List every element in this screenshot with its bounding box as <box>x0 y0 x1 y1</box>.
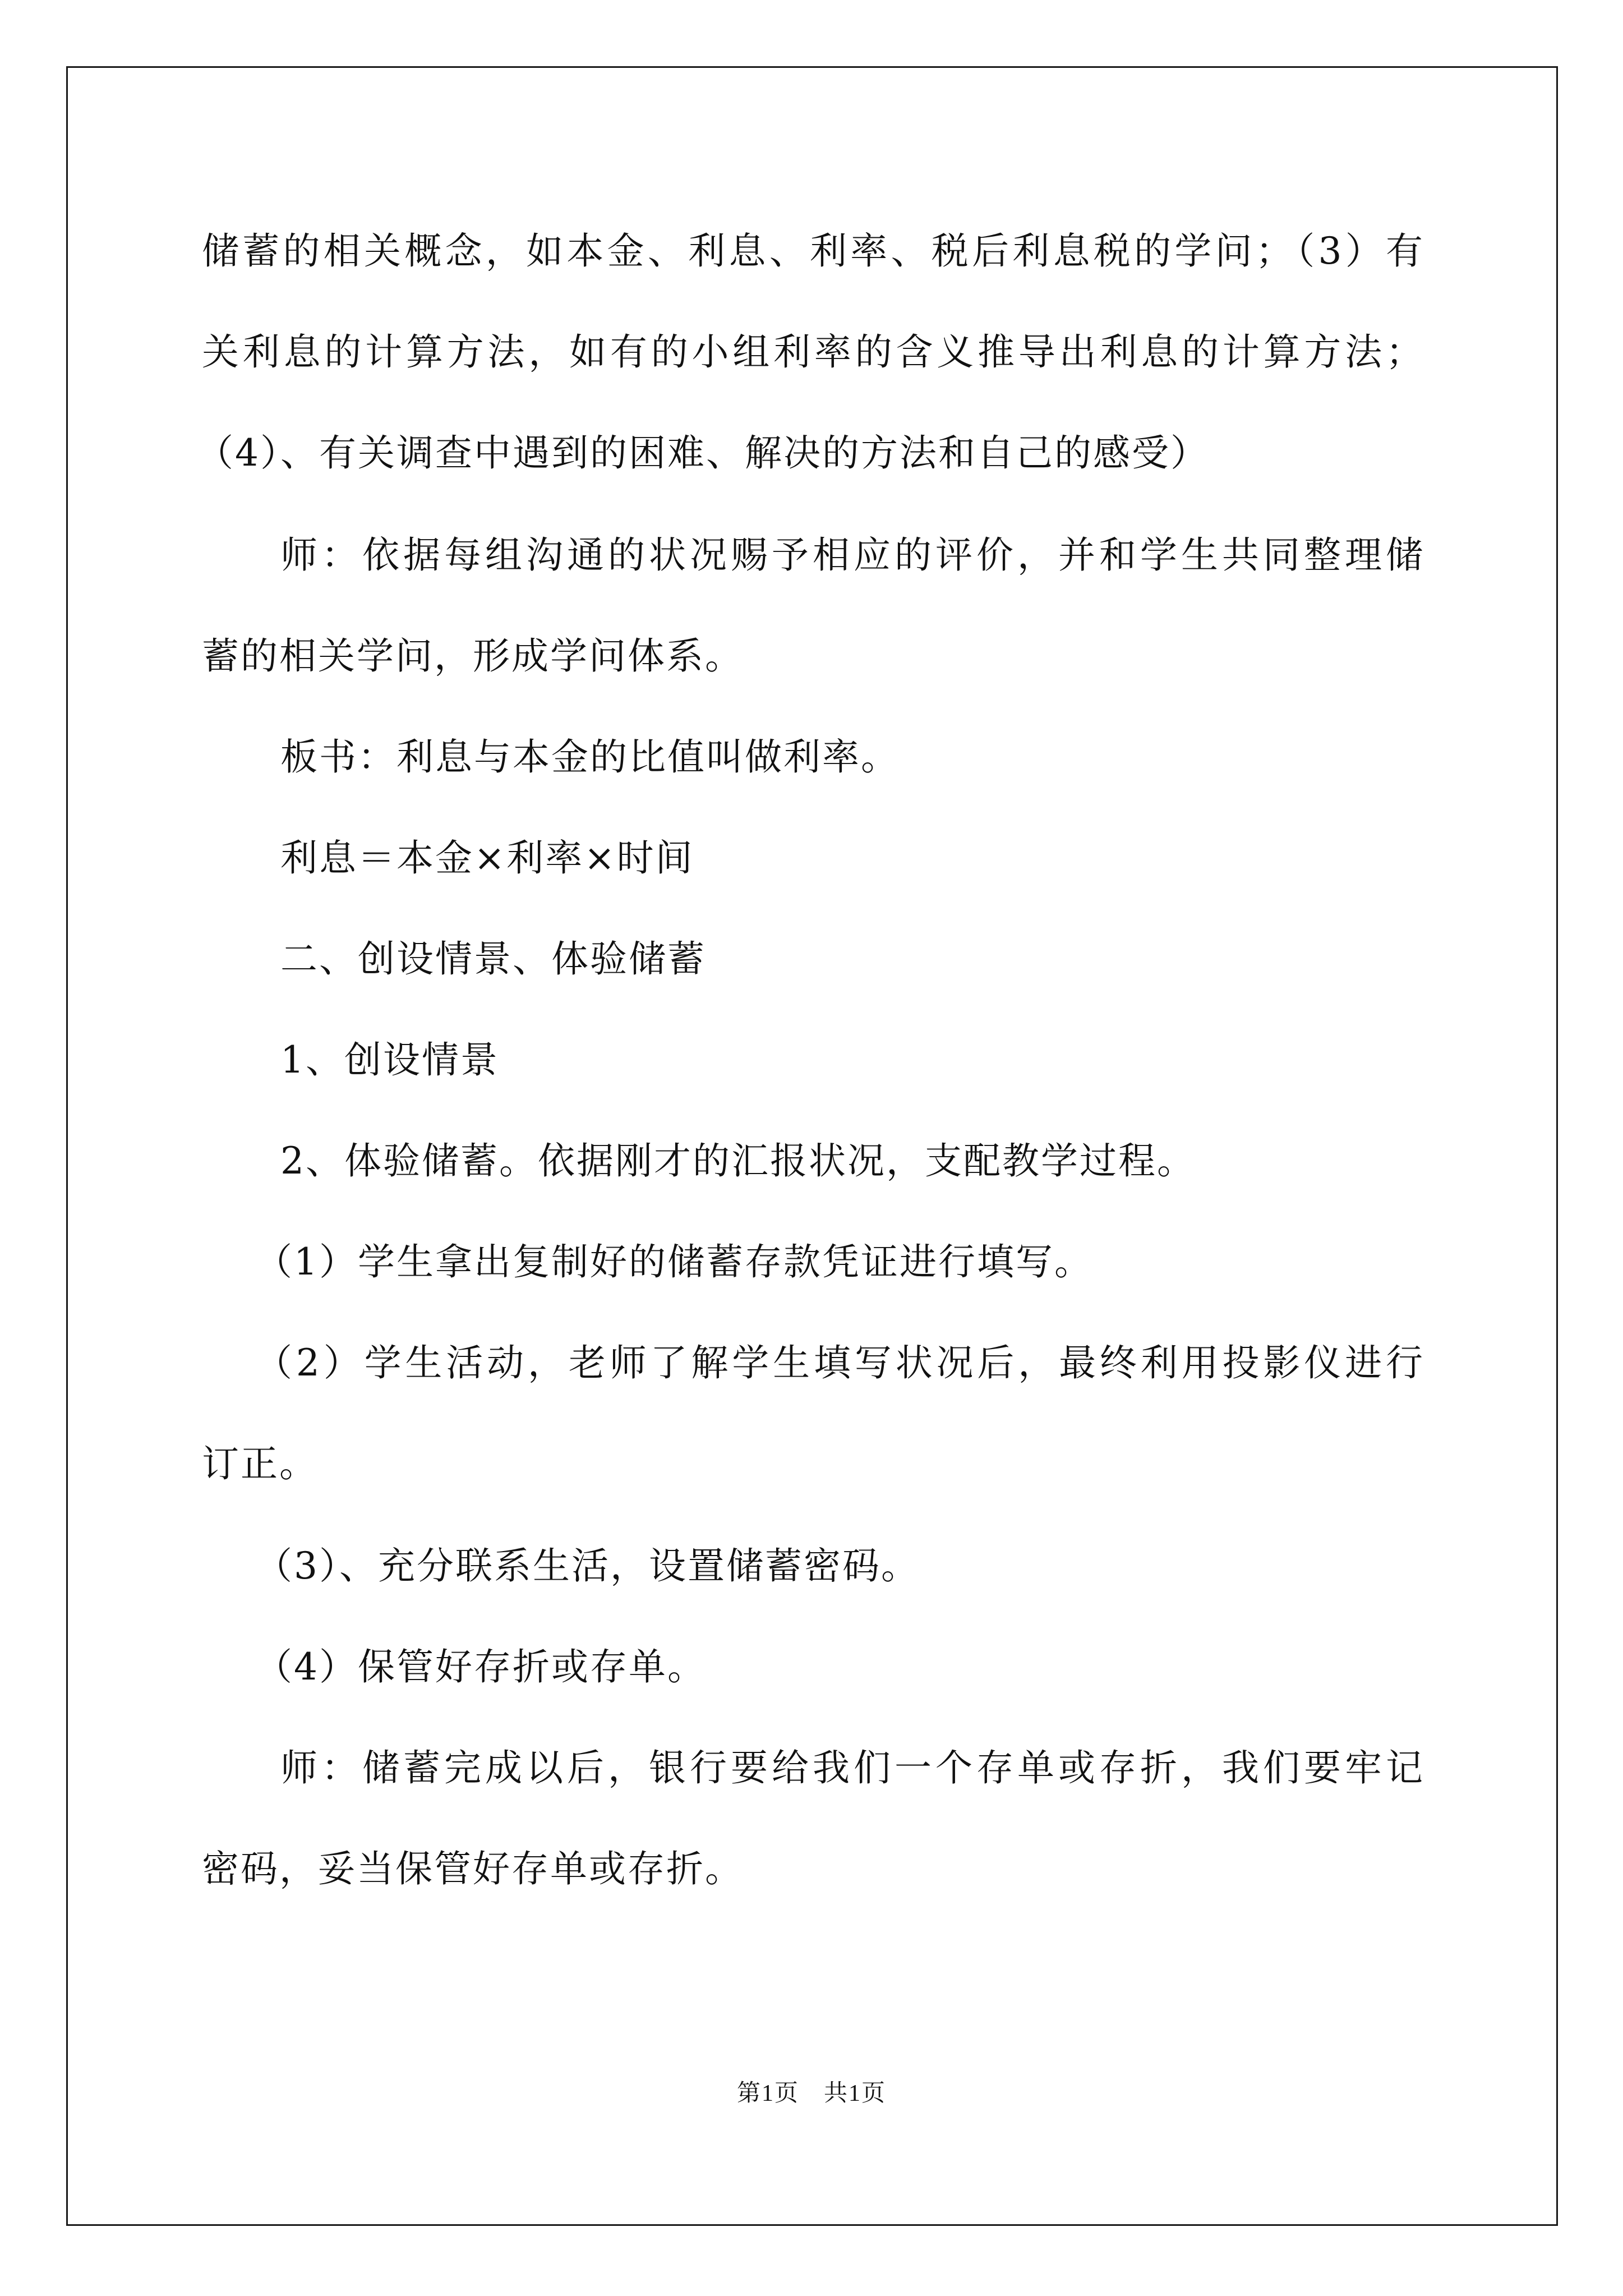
text-line-13: 订正。 <box>202 1442 318 1485</box>
text-line-9: 1、创设情景 <box>280 1038 499 1082</box>
text-line-16: 师：储蓄完成以后，银行要给我们一个存单或存折，我们要牢记 <box>280 1746 1424 1789</box>
text-line-12: （2）学生活动，老师了解学生填写状况后，最终利用投影仪进行 <box>255 1341 1424 1384</box>
text-line-10: 2、体验储蓄。依据刚才的汇报状况，支配教学过程。 <box>280 1139 1196 1182</box>
text-line-7: 利息＝本金×利率×时间 <box>280 836 694 880</box>
text-line-4: 师：依据每组沟通的状况赐予相应的评价，并和学生共同整理储 <box>280 533 1424 577</box>
text-line-3: （4）、有关调查中遇到的困难、解决的方法和自己的感受） <box>196 431 1209 475</box>
text-line-14: （3）、充分联系生活，设置储蓄密码。 <box>255 1544 920 1588</box>
text-line-2: 关利息的计算方法，如有的小组利率的含义推导出利息的计算方法； <box>202 330 1424 374</box>
text-line-5: 蓄的相关学问，形成学问体系。 <box>202 634 744 678</box>
text-line-8: 二、创设情景、体验储蓄 <box>280 937 706 981</box>
text-line-11: （1）学生拿出复制好的储蓄存款凭证进行填写。 <box>255 1240 1093 1283</box>
text-line-6: 板书：利息与本金的比值叫做利率。 <box>280 735 900 779</box>
text-line-15: （4）保管好存折或存单。 <box>255 1645 706 1688</box>
page-footer: 第1页 共1页 <box>736 2081 886 2106</box>
text-line-1: 储蓄的相关概念，如本金、利息、利率、税后利息税的学问；（3）有 <box>202 229 1424 273</box>
text-line-17: 密码，妥当保管好存单或存折。 <box>202 1847 744 1890</box>
